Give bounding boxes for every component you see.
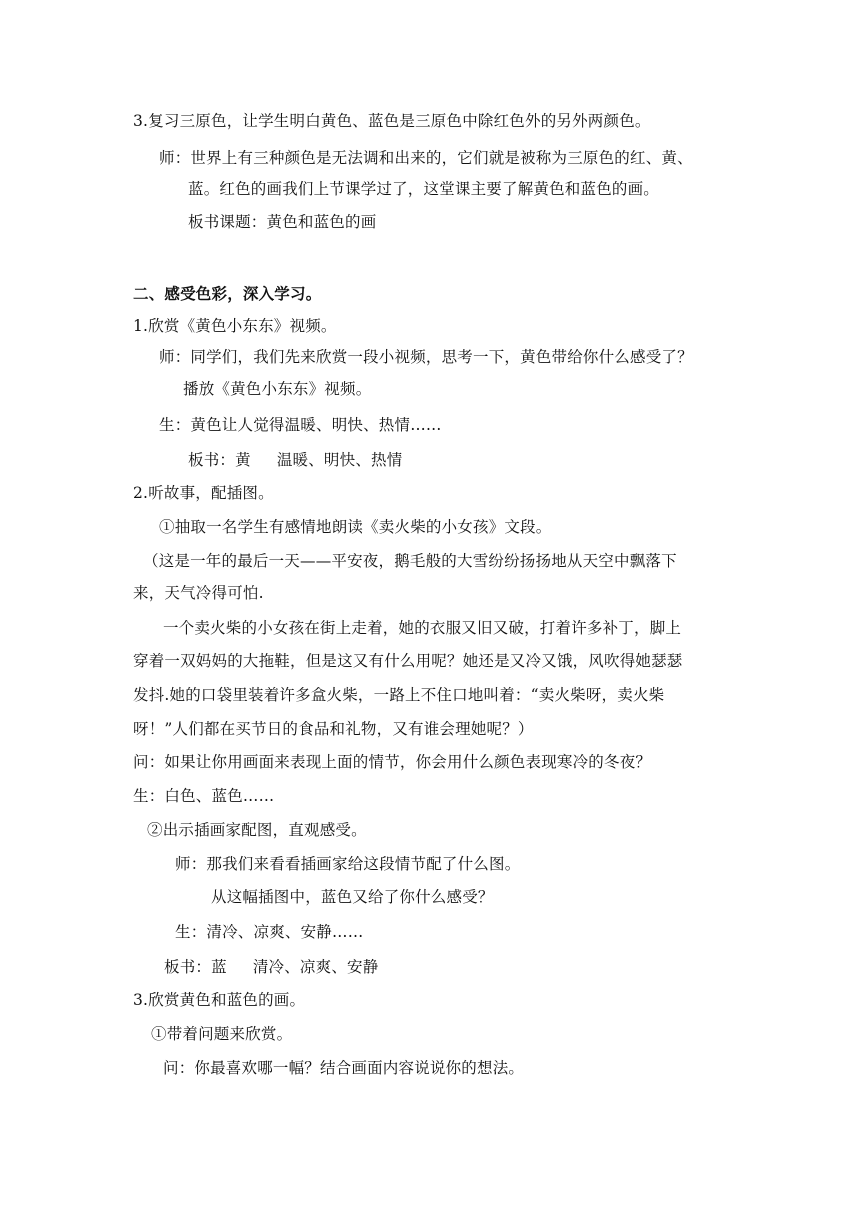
board-blue (164, 956, 378, 978)
item-1-title: 1.欣赏《黄色小东东》视频。 (133, 317, 337, 335)
story-line-6: 呀！”人们都在买节日的食品和礼物，又有谁会理她呢？） (133, 720, 534, 738)
story-line-5: 发抖.她的口袋里装着许多盒火柴，一路上不住口地叫着：“卖火柴呀，卖火柴 (133, 686, 665, 704)
step-2: ②出示插画家配图，直观感受。 (147, 821, 367, 839)
board-blue-words: 清冷、凉爽、安静 (252, 958, 379, 976)
question-favorite: 问：你最喜欢哪一幅？结合画面内容说说你的想法。 (163, 1059, 525, 1077)
teacher-illustration-line-2: 从这幅插图中，蓝色又给了你什么感受？ (211, 888, 494, 906)
teacher-intro-line-2: 蓝。红色的画我们上节课学过了，这堂课主要了解黄色和蓝色的画。 (188, 180, 660, 198)
student-colors: 生：白色、蓝色…… (133, 787, 275, 805)
item-2-title: 2.听故事，配插图。 (133, 484, 274, 502)
board-topic: 板书课题：黄色和蓝色的画 (188, 213, 377, 231)
student-yellow-answer: 生：黄色让人觉得温暖、明快、热情…… (159, 416, 442, 434)
teacher-illustration-line-1: 师：那我们来看看插画家给这段情节配了什么图。 (175, 855, 521, 873)
board-yellow (188, 449, 402, 471)
teacher-intro-line-1: 师：世界上有三种颜色是无法调和出来的，它们就是被称为三原色的红、黄、 (159, 149, 693, 167)
board-blue-label: 板书：蓝 (164, 958, 227, 976)
student-blue-answer: 生：清冷、凉爽、安静…… (175, 923, 364, 941)
item-3-title: 3.欣赏黄色和蓝色的画。 (133, 991, 306, 1009)
board-yellow-label: 板书：黄 (188, 451, 251, 469)
step-3: ①带着问题来欣赏。 (151, 1025, 293, 1043)
story-line-1: （这是一年的最后一天——平安夜，鹅毛般的大雪纷纷扬扬地从天空中飘落下 (143, 552, 677, 570)
step-1: ①抽取一名学生有感情地朗读《卖火柴的小女孩》文段。 (159, 518, 552, 536)
story-line-4: 穿着一双妈妈的大拖鞋，但是这又有什么用呢？她还是又冷又饿，风吹得她瑟瑟 (133, 652, 683, 670)
board-yellow-words: 温暖、明快、热情 (276, 451, 403, 469)
play-video-note: 播放《黄色小东东》视频。 (183, 380, 372, 398)
question-cold-night: 问：如果让你用画面来表现上面的情节，你会用什么颜色表现寒冷的冬夜？ (133, 753, 652, 771)
story-line-2: 来，天气冷得可怕. (133, 584, 264, 602)
section-two-heading: 二、感受色彩，深入学习。 (133, 284, 322, 303)
story-line-3: 一个卖火柴的小女孩在街上走着，她的衣服又旧又破，打着许多补丁，脚上 (163, 619, 682, 637)
review-item: 3.复习三原色，让学生明白黄色、蓝色是三原色中除红色外的另外两颜色。 (133, 112, 651, 130)
teacher-video-question: 师：同学们，我们先来欣赏一段小视频，思考一下，黄色带给你什么感受了？ (159, 348, 693, 366)
